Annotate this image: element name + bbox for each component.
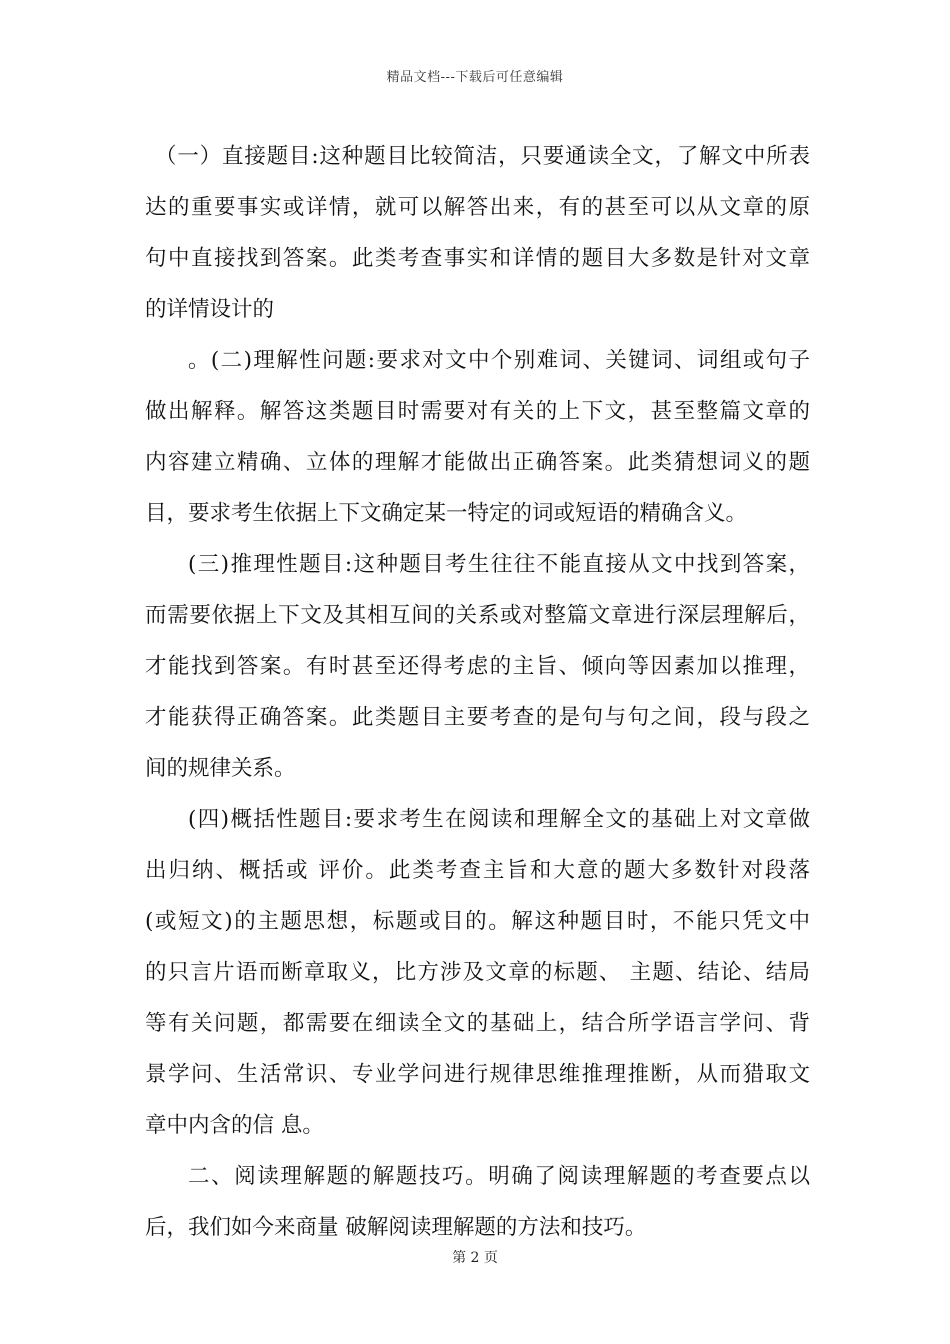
text-line: 二、阅读理解题的解题技巧。明确了阅读理解题的考查要点以 <box>188 1164 810 1189</box>
text-line: 等有关问题，都需要在细读全文的基础上，结合所学语言学问、背 <box>145 1011 810 1036</box>
text-line: 而需要依据上下文及其相互间的关系或对整篇文章进行深层理解后， <box>145 603 810 628</box>
text-line: 达的重要事实或详情，就可以解答出来，有的甚至可以从文章的原 <box>145 195 810 220</box>
text-line: 后，我们如今来商量 破解阅读理解题的方法和技巧。 <box>145 1215 647 1240</box>
text-line: 出归纳、概括或 评价。此类考查主旨和大意的题大多数针对段落 <box>145 858 810 883</box>
text-line: 内容建立精确、立体的理解才能做出正确答案。此类猜想词义的题 <box>145 450 810 475</box>
text-line: （一）直接题目:这种题目比较简洁，只要通读全文，了解文中所表 <box>155 144 810 169</box>
text-line: 做出解释。解答这类题目时需要对有关的上下文，甚至整篇文章的 <box>145 399 810 424</box>
text-line: 的只言片语而断章取义，比方涉及文章的标题、 主题、结论、结局 <box>145 960 810 985</box>
page-number: 第 2 页 <box>452 1250 498 1266</box>
page-header: 精品文档---下载后可任意编辑 <box>386 70 564 85</box>
text-line: (四)概括性题目:要求考生在阅读和理解全文的基础上对文章做 <box>188 807 810 832</box>
text-line: 章中内含的信 息。 <box>145 1113 324 1138</box>
text-line: (或短文)的主题思想，标题或目的。解这种题目时，不能只凭文中 <box>145 909 810 934</box>
text-line: 。(二)理解性问题:要求对文中个别难词、关键词、词组或句子 <box>188 348 810 373</box>
text-line: 景学问、生活常识、专业学问进行规律思维推理推断，从而猎取文 <box>145 1062 810 1087</box>
text-line: 句中直接找到答案。此类考查事实和详情的题目大多数是针对文章 <box>145 246 810 271</box>
document-body <box>145 131 810 1253</box>
text-line: 的详情设计的 <box>145 297 275 322</box>
text-line: 目，要求考生依据上下文确定某一特定的词或短语的精确含义。 <box>145 501 748 526</box>
text-line: 才能获得正确答案。此类题目主要考查的是句与句之间，段与段之 <box>145 705 810 730</box>
text-line: 间的规律关系。 <box>145 756 296 781</box>
text-line: 才能找到答案。有时甚至还得考虑的主旨、倾向等因素加以推理， <box>145 654 810 679</box>
text-line: (三)推理性题目:这种题目考生往往不能直接从文中找到答案， <box>188 552 810 577</box>
